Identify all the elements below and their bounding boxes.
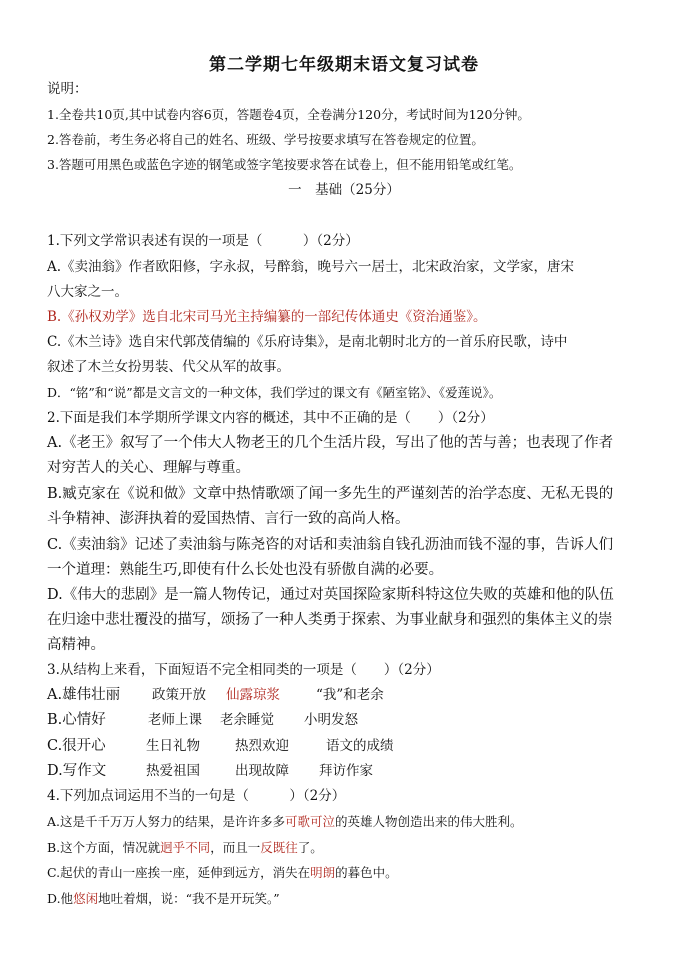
q4-stem: 4.下列加点词运用不当的一句是（ ）（2分） [47,788,346,804]
q2-option-b-cont: 斗争精神、澎湃执着的爱国热情、言行一致的高尚人格。 [47,511,410,527]
q2-stem: 2.下面是我们本学期所学课文内容的概述，其中不正确的是（ ）（2分） [47,410,494,426]
q4-a-text-1: A.这是千千万万人努力的结果，是许许多多 [47,814,286,829]
q3-option-a: A.雄伟壮丽 [47,687,121,703]
q3-c-phrase-3: 热烈欢迎 [235,738,289,754]
q4-b-highlight-1: 迥乎不同 [160,840,211,855]
instruction-item-3: 3.答题可用黑色或蓝色字迹的钢笔或签字笔按要求答在试卷上，但不能用铅笔或红笔。 [47,157,522,172]
q2-option-d: D.《伟大的悲剧》是一篇人物传记，通过对英国探险家斯科特这位失败的英雄和他的队伍 [47,587,614,603]
q3-b-phrase-3: 老余睡觉 [220,712,274,728]
q4-option-c [47,864,398,882]
q1-option-c-cont: 叙述了木兰女扮男装、代父从军的故事。 [47,359,290,375]
q4-c-text-2: 的暮色中。 [335,865,398,880]
q3-a-phrase-3: 仙露琼浆 [226,687,280,703]
q3-stem: 3.从结构上来看，下面短语不完全相同类的一项是（ ）（2分） [47,662,440,678]
q3-a-phrase-2: 政策开放 [152,687,206,703]
page-title: 第二学期七年级期末语文复习试卷 [209,55,479,75]
q2-option-a-cont: 对穷苦人的关心、理解与尊重。 [47,460,250,476]
q4-d-text-1: D.他 [47,891,74,906]
q4-a-highlight: 可歌可泣 [285,814,336,829]
q3-d-phrase-3: 出现故障 [235,763,289,779]
q4-c-text-1: C.起伏的青山一座挨一座，延伸到远方，消失在 [47,865,311,880]
q1-option-b: B.《孙权劝学》选自北宋司马光主持编纂的一部纪传体通史《资治通鉴》。 [47,309,487,325]
instruction-item-1: 1.全卷共10页,其中试卷内容6页，答题卷4页，全卷满分120分，考试时间为120分钟。 [47,107,530,122]
q3-b-phrase-2: 老师上课 [148,712,202,728]
q1-option-a-cont: 八大家之一。 [47,284,128,300]
q2-option-c-cont: 一个道理：熟能生巧,即使有什么长处也没有骄傲自满的必要。 [47,562,444,578]
q4-b-text-1: B.这个方面，情况就 [47,840,161,855]
q2-option-d-cont: 在归途中悲壮覆没的描写，颂扬了一种人类勇于探索、为事业献身和强烈的集体主义的崇 [47,612,613,628]
q4-d-text-2: 地吐着烟，说：“我不是开玩笑。” [98,891,280,906]
section-title: 一 基础（25分） [288,182,400,198]
q2-option-d-cont2: 高精神。 [47,637,105,653]
q4-b-text-2: ，而且一 [210,840,261,855]
q3-option-b: B.心情好 [47,712,106,728]
q4-d-highlight: 悠闲 [73,891,99,906]
instruction-item-2: 2.答卷前，考生务必将自己的姓名、班级、学号按要求填写在答卷规定的位置。 [47,132,484,147]
q4-option-b [47,839,323,857]
q1-option-d: D．“铭”和“说”都是文言文的一种文体，我们学过的课文有《陋室铭》、《爱莲说》。 [47,385,502,400]
q4-b-highlight-2: 反既往 [260,840,298,855]
q4-a-text-2: 的英雄人物创造出来的伟大胜利。 [335,814,523,829]
q2-option-a: A.《老王》叙写了一个伟大人物老王的几个生活片段，写出了他的苦与善；也表现了作者 [47,435,614,451]
q3-c-phrase-4: 语文的成绩 [326,738,394,754]
q4-b-text-3: 了。 [297,840,323,855]
q4-option-d [47,890,280,908]
q4-option-a [47,813,523,831]
q2-option-c: C.《卖油翁》记述了卖油翁与陈尧咨的对话和卖油翁自钱孔沥油而钱不湿的事，告诉人们 [47,537,614,553]
q2-option-b: B.臧克家在《说和做》文章中热情歌颂了闻一多先生的严谨刻苦的治学态度、无私无畏的 [47,486,614,502]
q3-a-phrase-4: “我”和老余 [316,687,384,703]
q3-option-d: D.写作文 [47,763,107,779]
q3-d-phrase-2: 热爱祖国 [146,763,200,779]
q3-option-c: C.很开心 [47,738,106,754]
q3-b-phrase-4: 小明发怒 [304,712,358,728]
q4-c-highlight: 明朗 [310,865,336,880]
q1-option-a: A.《卖油翁》作者欧阳修，字永叔，号醉翁，晚号六一居士，北宋政治家，文学家，唐宋 [47,259,575,275]
q1-stem: 1.下列文学常识表述有误的一项是（ ）（2分） [47,233,359,249]
instructions-heading: 说明： [47,81,88,97]
q3-d-phrase-4: 拜访作家 [319,763,373,779]
q3-c-phrase-2: 生日礼物 [146,738,200,754]
q1-option-c: C.《木兰诗》选自宋代郭茂倩编的《乐府诗集》，是南北朝时北方的一首乐府民歌，诗中 [47,334,568,350]
